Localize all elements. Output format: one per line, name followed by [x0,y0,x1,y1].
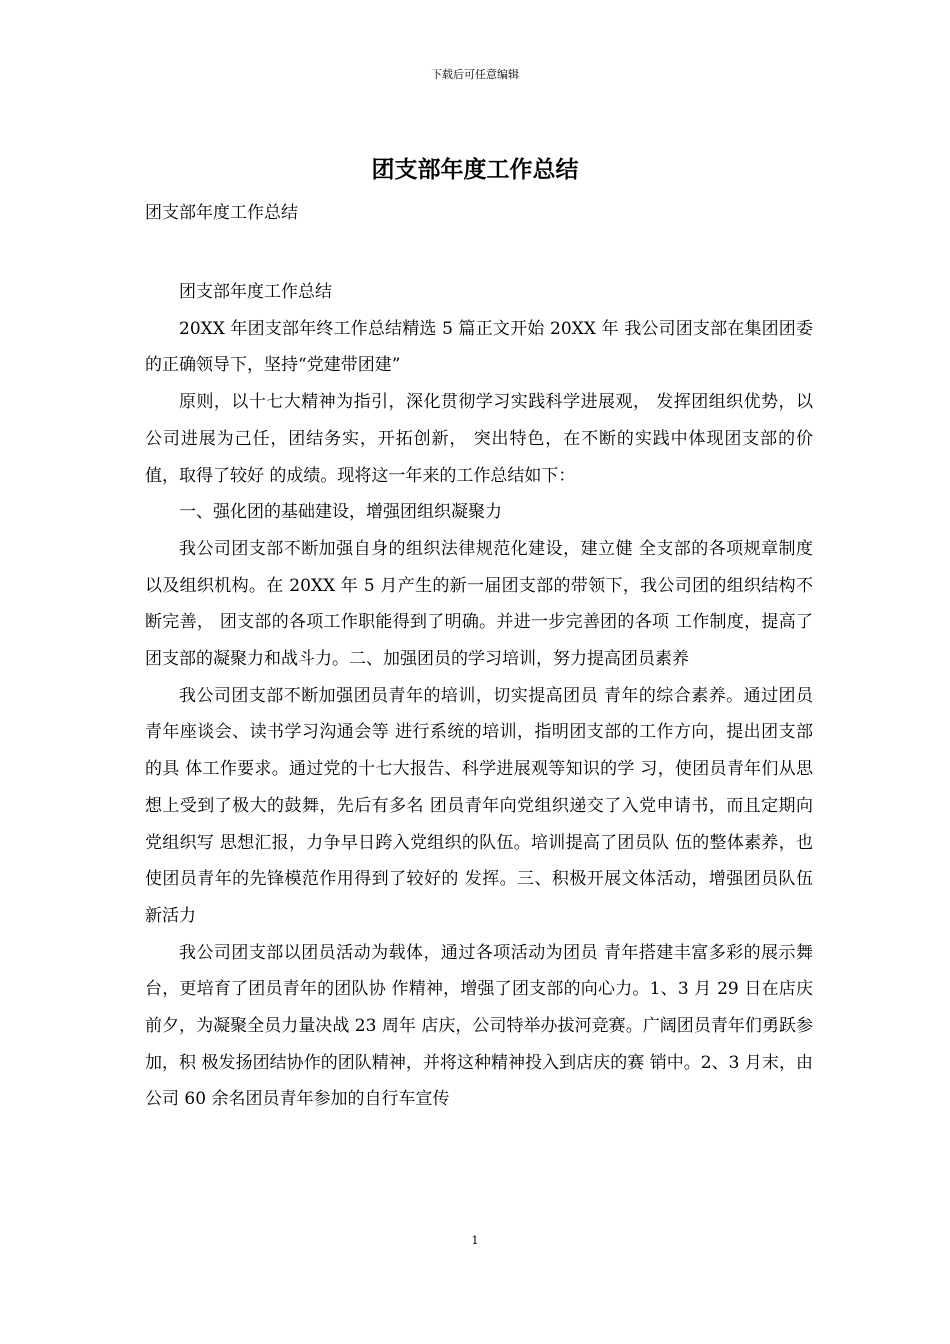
paragraph: 20XX 年团支部年终工作总结精选 5 篇正文开始 20XX 年 我公司团支部在集团团委的正确领导下，坚持“党建带团建” [145,318,813,376]
document-subtitle: 团支部年度工作总结 [145,203,298,223]
header-note: 下载后可任意编辑 [431,68,519,81]
paragraph: 团支部年度工作总结 [179,282,332,302]
document-title: 团支部年度工作总结 [371,156,579,183]
paragraph: 我公司团支部不断加强自身的组织法律规范化建设，建立健 全支部的各项规章制度以及组织机构。在 20XX 年 5 月产生的新一届团支部的带领下，我公司团的组织结构不断完善， 团支部的各项工作职能得到了明确。并进一步完善团的各项 工作制度，提高了团支部的凝聚力和战斗力。二、加强团员的学习培训，努力提高团员素养 [145,538,813,670]
paragraph: 我公司团支部以团员活动为载体，通过各项活动为团员 青年搭建丰富多彩的展示舞台，更培育了团员青年的团队协 作精神，增强了团支部的向心力。1、3 月 29 日在店庆前夕，为凝聚全员力量决战 23 周年 店庆，公司特举办拔河竞赛。广阔团员青年们勇跃参加，积 极发扬团结协作的团队精神，并将这种精神投入到店庆的赛 销中。2、3 月末，由公司 60 余名团员青年参加的自行车宣传 [145,942,813,1110]
page-number: 1 [471,1234,479,1247]
paragraph: 原则，以十七大精神为指引，深化贯彻学习实践科学进展观， 发挥团组织优势，以公司进展为己任，团结务实，开拓创新， 突出特色，在不断的实践中体现团支部的价值，取得了较好 的成绩。现将这一年来的工作总结如下： [145,392,813,486]
paragraph: 我公司团支部不断加强团员青年的培训，切实提高团员 青年的综合素养。通过团员青年座谈会、读书学习沟通会等 进行系统的培训，指明团支部的工作方向，提出团支部的具 体工作要求。通过党的十七大报告、科学进展观等知识的学 习，使团员青年们从思想上受到了极大的鼓舞，先后有多名 团员青年向党组织递交了入党申请书，而且定期向党组织写 思想汇报，力争早日跨入党组织的队伍。培训提高了团员队 伍的整体素养，也使团员青年的先锋模范作用得到了较好的 发挥。三、积极开展文体活动，增强团员队伍新活力 [145,685,813,926]
document-body [145,274,813,1118]
section-heading: 一、强化团的基础建设，增强团组织凝聚力 [179,502,502,523]
